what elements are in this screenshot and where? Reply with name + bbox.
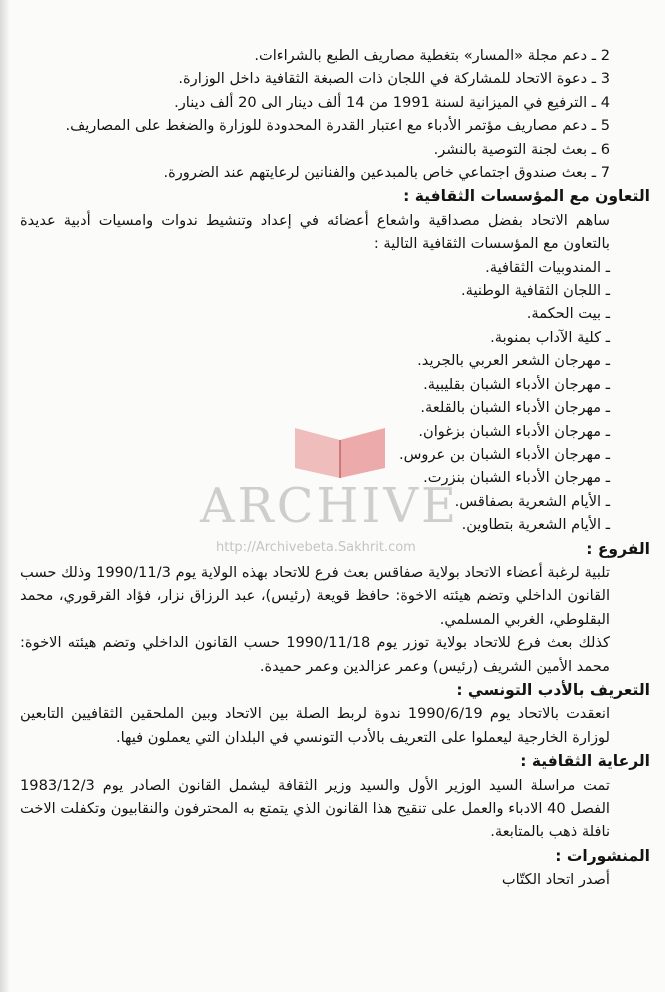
section-heading-tunisian-literature: التعريف بالأدب التونسي : xyxy=(456,680,650,699)
list-item: ـ مهرجان الأدباء الشبان بقليبية. xyxy=(423,375,610,393)
list-item: ـ اللجان الثقافية الوطنية. xyxy=(461,282,610,300)
list-item: ـ مهرجان الشعر العربي بالجريد. xyxy=(417,352,610,370)
list-item: 2 ـ دعم مجلة «المسار» بتغطية مصاريف الطبع بالشراءات. xyxy=(254,47,610,64)
watermark-url: http://Archivebeta.Sakhrit.com xyxy=(216,540,416,555)
paragraph: أصدر اتحاد الكتّاب xyxy=(501,871,610,889)
paragraph: كذلك بعث فرع للاتحاد بولاية توزر يوم 1990/11/18 حسب القانون الداخلي وتضم هيئته الاخوة: محمد الأمين الشريف (رئيس) وعمر عزالدين وعمر حميدة. xyxy=(20,634,611,675)
section-heading-cultural-welfare: الرعاية الثقافية : xyxy=(520,752,650,771)
list-item: ـ مهرجان الأدباء الشبان بنزرت. xyxy=(423,469,610,487)
list-item: 7 ـ بعث صندوق اجتماعي خاص بالمبدعين والفنانين لرعايتهم عند الضرورة. xyxy=(163,164,610,182)
list-item: ـ مهرجان الأدباء الشبان بالقلعة. xyxy=(420,399,610,417)
watermark-brand: ARCHIVE xyxy=(200,478,460,534)
list-item: ـ الأيام الشعرية بصفاقس. xyxy=(454,492,610,510)
list-item: 3 ـ دعوة الاتحاد للمشاركة في اللجان ذات الصبغة الثقافية داخل الوزارة. xyxy=(178,70,610,88)
section-heading-publications: المنشورات : xyxy=(555,846,650,865)
list-item: ـ مهرجان الأدباء الشبان بن عروس. xyxy=(398,445,610,463)
list-item: 6 ـ بعث لجنة التوصية بالنشر. xyxy=(433,140,610,158)
list-item: 4 ـ الترفيع في الميزانية لسنة 1991 من 14 ألف دينار الى 20 ألف دينار. xyxy=(174,93,610,111)
document-body xyxy=(20,44,650,892)
paragraph: تمت مراسلة السيد الوزير الأول والسيد وزير الثقافة ليشمل القانون الصادر يوم 1983/12/3 الفصل 40 الادباء والعمل على تنقيح هذا القانون الذي يتمتع به المحترفون والنقابيون وتكفلت الاخت نافلة ذهب بالمتابعة. xyxy=(20,776,610,841)
list-item: 5 ـ دعم مصاريف مؤتمر الأدباء مع اعتبار القدرة المحدودة للوزارة والضغط على المصاريف. xyxy=(65,117,610,135)
paragraph: ساهم الاتحاد بفضل مصداقية واشعاع أعضائه في إعداد وتنشيط ندوات وامسيات أدبية عديدة بالتعاون مع المؤسسات الثقافية التالية : xyxy=(20,211,610,253)
list-item: ـ بيت الحكمة. xyxy=(526,305,610,323)
list-item: ـ المندوبيات الثقافية. xyxy=(485,258,610,276)
list-item: ـ كلية الآداب بمنوبة. xyxy=(490,328,610,346)
section-heading-branches: الفروع : xyxy=(586,539,650,558)
list-item: ـ مهرجان الأدباء الشبان بزغوان. xyxy=(418,422,610,440)
scan-shadow xyxy=(0,0,10,992)
paragraph: تلبية لرغبة أعضاء الاتحاد بولاية صفاقس بعث فرع للاتحاد بهذه الولاية يوم 1990/11/3 وذلك حسب القانون الداخلي وتضم هيئته الاخوة: حافظ قويعة (رئيس)، عبد الرزاق نزار، فؤاد القرقوري، محمد البقلوطي، الغربي المسلمي. xyxy=(20,563,610,628)
section-heading-cooperation: التعاون مع المؤسسات الثقافية : xyxy=(403,187,650,206)
paragraph: انعقدت بالاتحاد يوم 1990/6/19 ندوة لربط الصلة بين الاتحاد وبين الملحقين الثقافيين التابعين لوزارة الخارجية ليعملوا على التعريف بالأدب التونسي في البلدان التي يعملون فيها. xyxy=(20,705,611,746)
list-item: ـ الأيام الشعرية بتطاوين. xyxy=(461,516,610,534)
